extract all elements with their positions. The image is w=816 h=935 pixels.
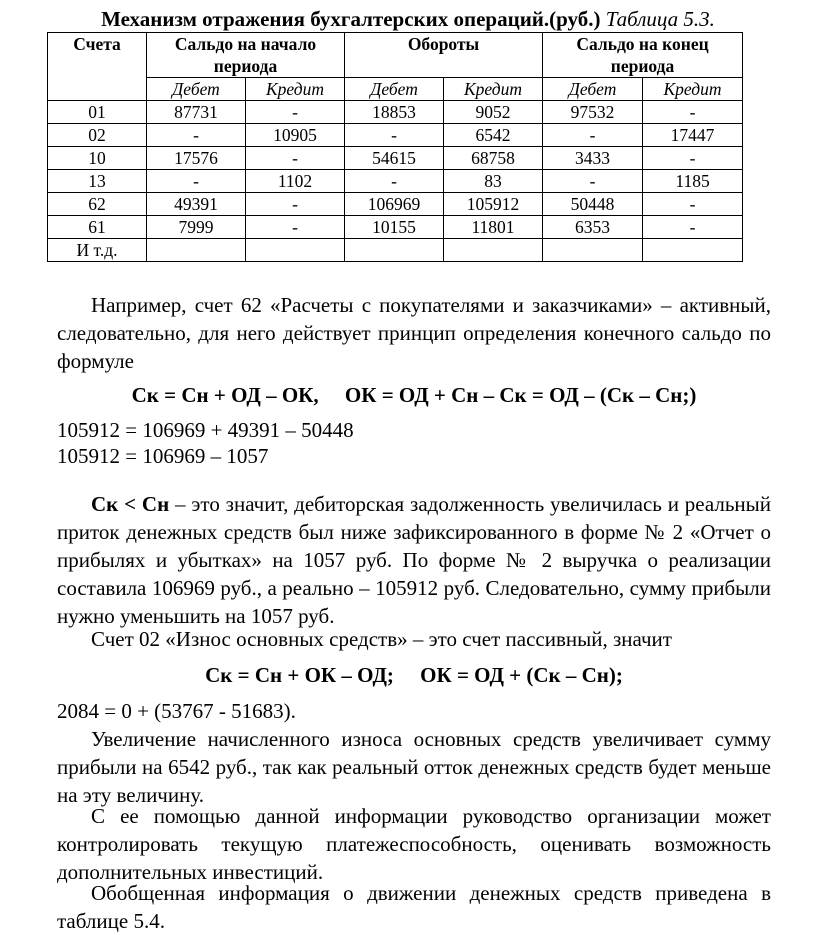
table-caption — [0, 6, 816, 32]
value-cell: - — [345, 170, 444, 193]
table-number: Таблица 5.3. — [605, 7, 715, 31]
paragraph-text: – это значит, дебиторская задолженность увеличилась и реальный приток денежных средств был ниже зафиксированного в форме № 2 «Отчет о прибылях и убытках» на 1057 руб. По форме № 2 выручка о реализации составила 106969 руб., а реально – 105912 руб. Следовательно, сумму прибыли нужно уменьшить на 1057 руб. — [57, 492, 772, 628]
subheader-debit: Дебет — [543, 78, 643, 101]
value-cell: 18853 — [345, 101, 444, 124]
table-row — [48, 124, 743, 147]
table-row — [48, 101, 743, 124]
value-cell: 6542 — [444, 124, 543, 147]
subheader-credit: Кредит — [246, 78, 345, 101]
paragraph-management: С ее помощью данной информации руководство организации может контролировать текущую платежеспособность, оценивать возможность дополнительных инвестиций. — [57, 804, 771, 884]
value-cell: 11801 — [444, 216, 543, 239]
table-row — [48, 193, 743, 216]
value-cell: 7999 — [147, 216, 246, 239]
value-cell: - — [543, 124, 643, 147]
header-turnover: Обороты — [345, 33, 543, 78]
paragraph-depreciation: Увеличение начисленного износа основных средств увеличивает сумму прибыли на 6542 руб., так как реальный отток денежных средств будет меньше на эту величину. — [57, 727, 771, 807]
value-cell — [246, 239, 345, 262]
value-cell: 87731 — [147, 101, 246, 124]
formula-active-account: Ск = Сн + ОД – ОК, ОК = ОД + Сн – Ск = ОД – (Ск – Сн;) — [131, 383, 697, 407]
value-cell: - — [643, 216, 743, 239]
value-cell: 17576 — [147, 147, 246, 170]
subheader-debit: Дебет — [147, 78, 246, 101]
table-header-row — [48, 33, 743, 78]
value-cell — [147, 239, 246, 262]
table-subheader-row — [48, 78, 743, 101]
value-cell: 83 — [444, 170, 543, 193]
value-cell: - — [643, 147, 743, 170]
value-cell: - — [246, 101, 345, 124]
account-cell: 61 — [48, 216, 147, 239]
value-cell: - — [543, 170, 643, 193]
value-cell: 105912 — [444, 193, 543, 216]
value-cell: - — [345, 124, 444, 147]
value-cell: 97532 — [543, 101, 643, 124]
account-cell: 02 — [48, 124, 147, 147]
table-row — [48, 216, 743, 239]
header-accounts: Счета — [48, 33, 147, 101]
table-title: Механизм отражения бухгалтерских операций.(руб.) — [101, 7, 601, 31]
header-closing-balance: Сальдо на конец периода — [543, 33, 743, 78]
subheader-debit: Дебет — [345, 78, 444, 101]
formula-passive-account: Ск = Сн + ОК – ОД; ОК = ОД + (Ск – Сн); — [205, 663, 623, 687]
inequality-text: Ск < Сн — [91, 492, 170, 516]
value-cell: 3433 — [543, 147, 643, 170]
value-cell: - — [643, 193, 743, 216]
value-cell: 9052 — [444, 101, 543, 124]
paragraph-receivables — [57, 490, 771, 630]
table-row — [48, 147, 743, 170]
subheader-credit: Кредит — [444, 78, 543, 101]
value-cell: 1185 — [643, 170, 743, 193]
table-body — [48, 101, 743, 262]
account-cell: 10 — [48, 147, 147, 170]
account-cell: 62 — [48, 193, 147, 216]
value-cell: - — [246, 216, 345, 239]
value-cell: - — [246, 147, 345, 170]
value-cell: 17447 — [643, 124, 743, 147]
calculation-line: 2084 = 0 + (53767 - 51683). — [57, 699, 296, 723]
paragraph-account-02: Счет 02 «Износ основных средств» – это счет пассивный, значит — [91, 627, 672, 651]
value-cell: 106969 — [345, 193, 444, 216]
account-cell: 01 — [48, 101, 147, 124]
calculation-line: 105912 = 106969 – 1057 — [57, 444, 269, 468]
value-cell: - — [643, 101, 743, 124]
value-cell: 6353 — [543, 216, 643, 239]
value-cell: 68758 — [444, 147, 543, 170]
value-cell: 49391 — [147, 193, 246, 216]
value-cell: - — [246, 193, 345, 216]
account-cell: 13 — [48, 170, 147, 193]
value-cell: - — [147, 124, 246, 147]
paragraph-reference: Обобщенная информация о движении денежных средств приведена в таблице 5.4. — [57, 881, 771, 933]
value-cell — [643, 239, 743, 262]
header-opening-balance: Сальдо на начало периода — [147, 33, 345, 78]
accounts-table — [47, 32, 743, 262]
value-cell: 54615 — [345, 147, 444, 170]
value-cell — [345, 239, 444, 262]
account-cell: И т.д. — [48, 239, 147, 262]
subheader-credit: Кредит — [643, 78, 743, 101]
value-cell: 10155 — [345, 216, 444, 239]
value-cell: 50448 — [543, 193, 643, 216]
value-cell: - — [147, 170, 246, 193]
table-row — [48, 239, 743, 262]
table-row — [48, 170, 743, 193]
value-cell: 1102 — [246, 170, 345, 193]
value-cell: 10905 — [246, 124, 345, 147]
value-cell — [543, 239, 643, 262]
calculation-line: 105912 = 106969 + 49391 – 50448 — [57, 418, 354, 442]
paragraph-account-62: Например, счет 62 «Расчеты с покупателями и заказчиками» – активный, следовательно, для него действует принцип определения конечного сальдо по формуле — [57, 293, 771, 373]
value-cell — [444, 239, 543, 262]
